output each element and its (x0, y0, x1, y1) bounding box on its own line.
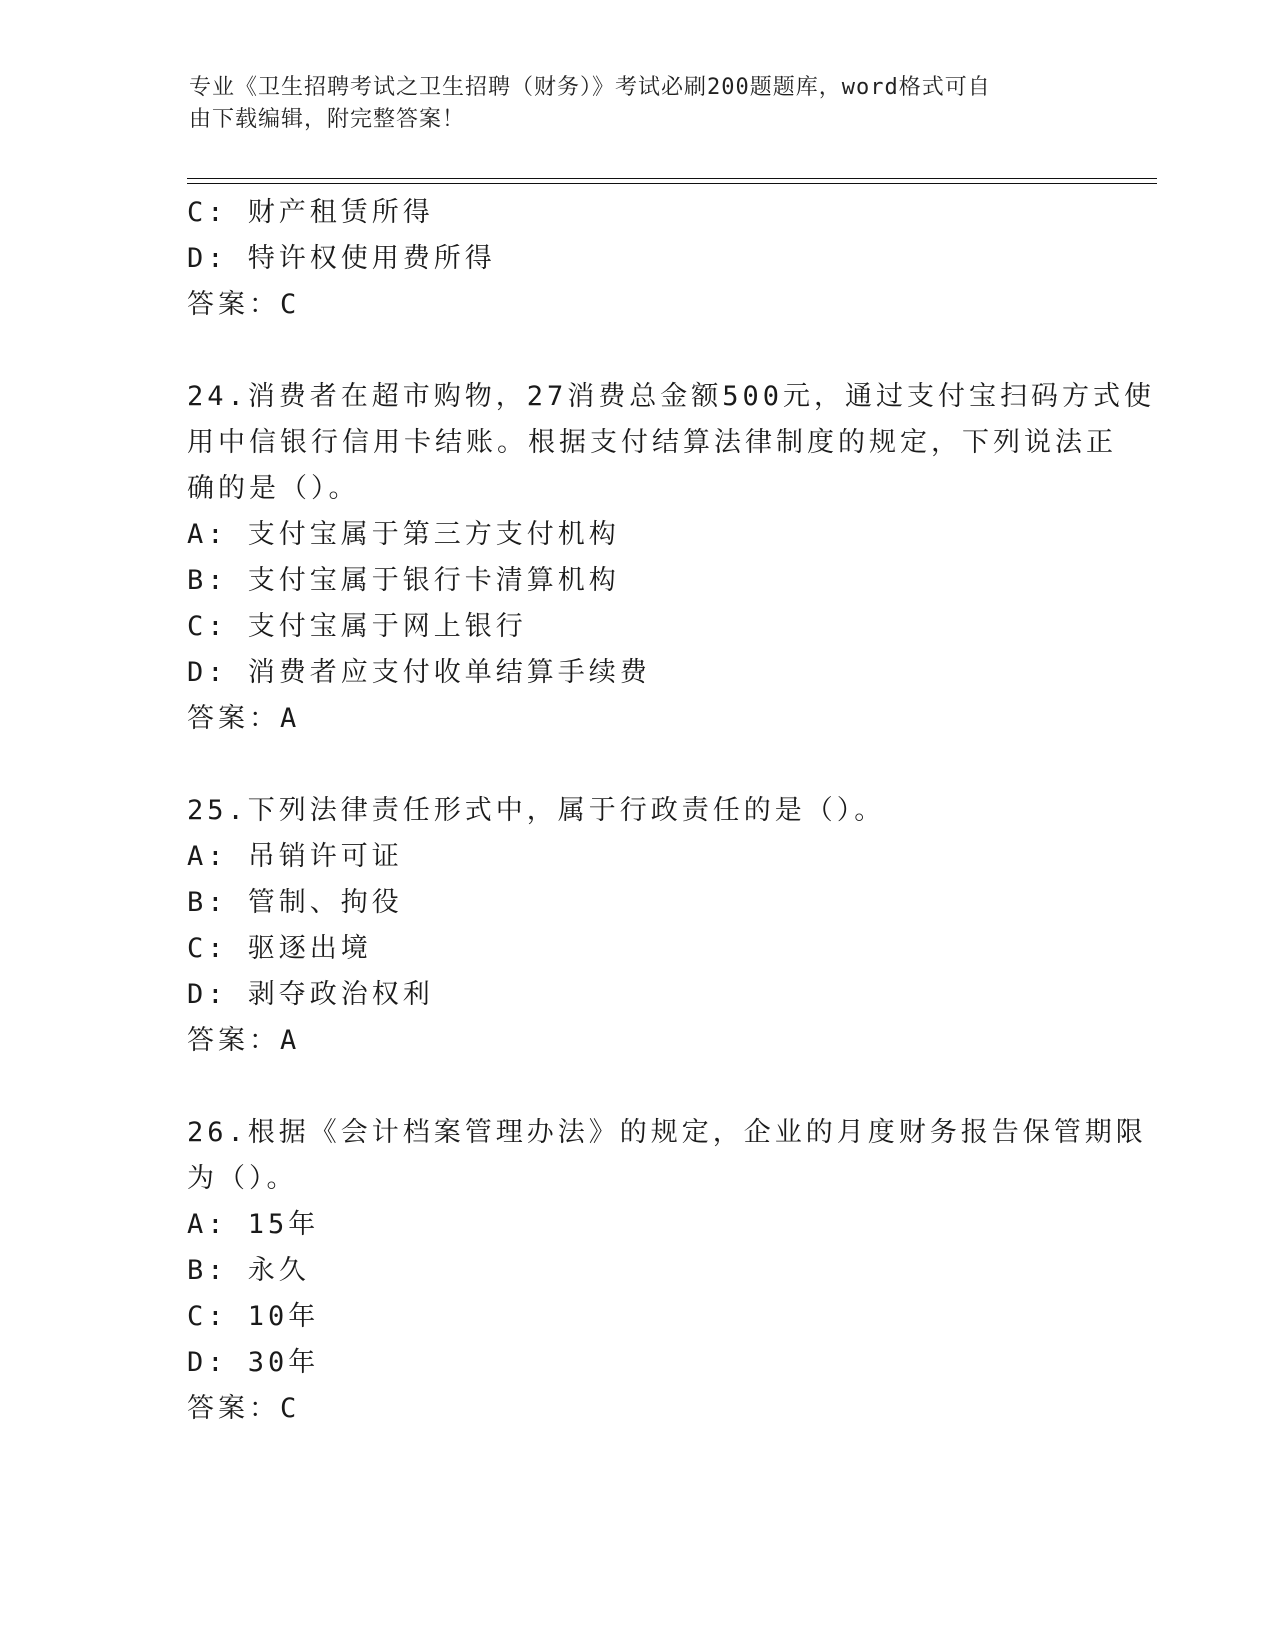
spacer (187, 742, 1087, 788)
question-24 (187, 374, 1156, 742)
option-b: B: 永久 (187, 1255, 310, 1286)
option-d: D: 特许权使用费所得 (187, 243, 496, 274)
option-c: C: 驱逐出境 (187, 933, 372, 964)
option-c: C: 10年 (187, 1301, 320, 1332)
question-text-line: 26.根据《会计档案管理办法》的规定，企业的月度财务报告保管期限 (187, 1117, 1147, 1148)
question-26 (187, 1110, 1147, 1432)
header-divider-top (187, 178, 1157, 179)
header-line-2: 由下载编辑，附完整答案！ (189, 107, 466, 132)
option-c: C: 支付宝属于网上银行 (187, 611, 527, 642)
spacer (187, 328, 1087, 374)
question-text-line: 确的是（）。 (187, 473, 360, 504)
answer-line: 答案：A (187, 1025, 301, 1056)
option-a: A: 支付宝属于第三方支付机构 (187, 519, 620, 550)
option-d: D: 剥夺政治权利 (187, 979, 434, 1010)
question-text-line: 用中信银行信用卡结账。根据支付结算法律制度的规定，下列说法正 (187, 427, 1117, 458)
question-text-line: 25.下列法律责任形式中，属于行政责任的是（）。 (187, 795, 886, 826)
option-b: B: 支付宝属于银行卡清算机构 (187, 565, 620, 596)
question-text-line: 为（）。 (187, 1163, 298, 1194)
question-text-line: 24.消费者在超市购物，27消费总金额500元，通过支付宝扫码方式使 (187, 381, 1156, 412)
answer-line: 答案：C (187, 1393, 301, 1424)
question-25 (187, 788, 1087, 1064)
document-header (189, 72, 1079, 136)
option-d: D: 30年 (187, 1347, 320, 1378)
option-d: D: 消费者应支付收单结算手续费 (187, 657, 651, 688)
option-a: A: 15年 (187, 1209, 320, 1240)
option-b: B: 管制、拘役 (187, 887, 403, 918)
answer-line: 答案：C (187, 289, 301, 320)
spacer (187, 1064, 1087, 1110)
header-line-1: 专业《卫生招聘考试之卫生招聘（财务）》考试必刷200题题库，word格式可自 (189, 75, 991, 100)
option-a: A: 吊销许可证 (187, 841, 403, 872)
answer-line: 答案：A (187, 703, 301, 734)
question-list (187, 190, 1156, 1432)
option-c: C: 财产租赁所得 (187, 197, 434, 228)
header-divider-bottom (187, 183, 1157, 184)
previous-question-tail (187, 190, 1087, 328)
